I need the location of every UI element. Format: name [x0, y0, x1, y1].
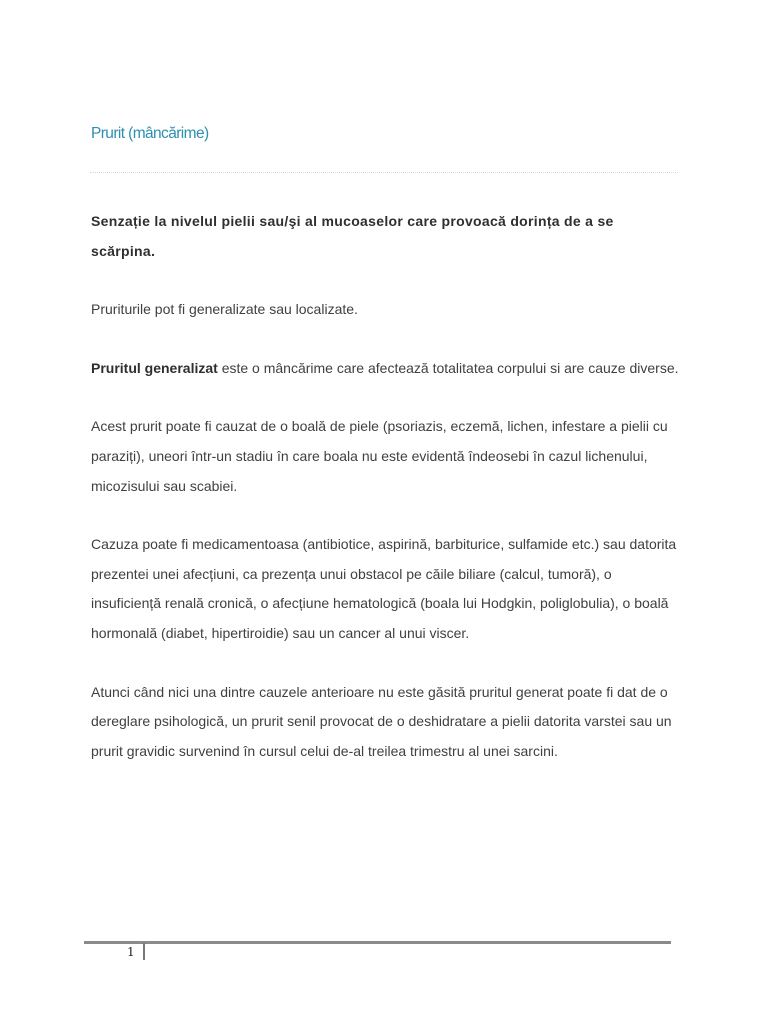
page-number-separator	[143, 943, 145, 960]
paragraph-types: Pruriturile pot fi generalizate sau localizate.	[91, 301, 358, 318]
footer-divider	[84, 941, 671, 944]
page-title: Prurit (mâncărime)	[91, 125, 209, 142]
page-number: 1	[127, 945, 135, 959]
term-generalized-pruritus: Pruritul generalizat	[91, 359, 218, 376]
paragraph-other-causes: Atunci când nici una dintre cauzele anterioare nu este găsită pruritul generat poate fi dat de o dereglare psihologică, un prurit senil provocat de o deshidratare a pielii datorita varstei sau un prurit gravidic survenind în cursul celui de-al treilea trimestru al unei sarcini.	[91, 683, 672, 759]
paragraph-medical-causes: Cazuza poate fi medicamentoasa (antibiotice, aspirină, barbiturice, sulfamide etc.) sau datorita prezentei unei afecțiuni, ca prezența unui obstacol pe căile biliare (calcul, tumoră), o insuficiență renală cronică, o afecțiune hematologică (boala lui Hodgkin, poliglobulia), o boală hormonală (diabet, hipertiroidie) sau un cancer al unui viscer.	[91, 536, 677, 641]
paragraph-generalized	[91, 354, 681, 384]
lead-paragraph: Senzație la nivelul pielii sau/şi al mucoaselor care provoacă dorința de a se scărpina.	[91, 213, 614, 259]
document-body	[91, 207, 681, 795]
title-divider	[90, 172, 678, 173]
paragraph-generalized-text: este o mâncărime care afectează totalitatea corpului si are cauze diverse.	[217, 359, 679, 376]
paragraph-skin-causes: Acest prurit poate fi cauzat de o boală de piele (psoriazis, eczemă, lichen, infestare a pielii cu paraziți), uneori într-un stadiu în care boala nu este evidentă îndeosebi în cazul lichenului, micozisului sau scabiei.	[91, 418, 668, 494]
